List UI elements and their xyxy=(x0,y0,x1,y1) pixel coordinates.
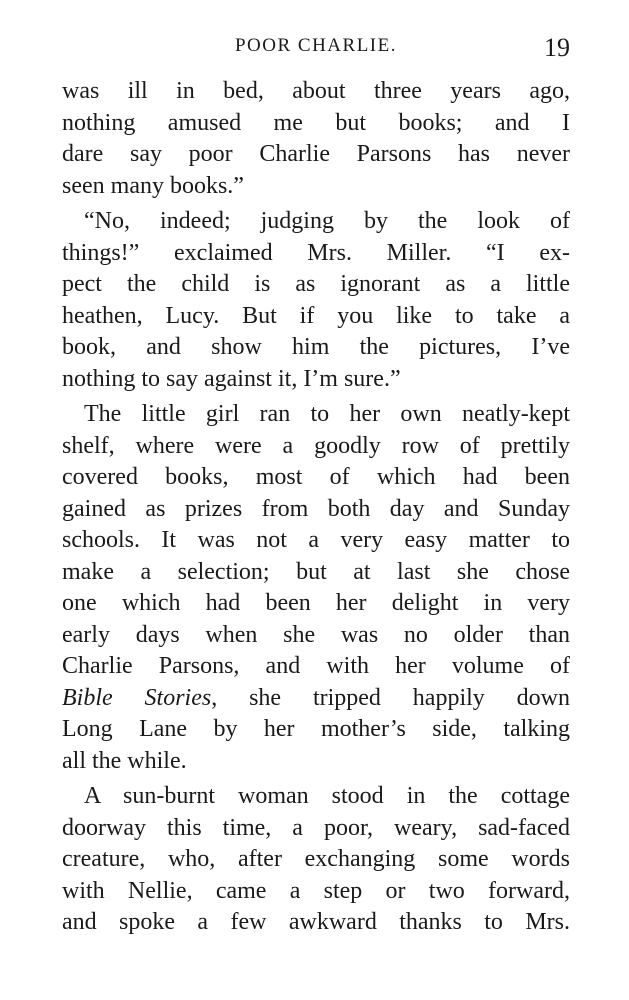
text-line: with Nellie, came a step or two forward, xyxy=(62,877,570,904)
text-line: covered books, most of which had been xyxy=(62,464,570,490)
paragraph-start-line: A sun-burnt woman stood in the cottage xyxy=(84,783,570,809)
text-line: all the while. xyxy=(62,747,187,774)
running-title: POOR CHARLIE. xyxy=(234,35,397,56)
text-line: creature, who, after exchanging some words xyxy=(62,846,570,872)
text-line: was ill in bed, about three years ago, xyxy=(62,78,570,104)
text-line: dare say poor Charlie Parsons has never xyxy=(62,141,570,167)
text-line: shelf, where were a goodly row of prettily xyxy=(62,432,570,459)
text-line: Long Lane by her mother’s side, talking xyxy=(62,716,570,742)
text-line: heathen, Lucy. But if you like to take a xyxy=(62,302,570,329)
text-line: doorway this time, a poor, weary, sad-faced xyxy=(62,814,570,841)
body-text xyxy=(62,76,570,939)
running-head xyxy=(62,33,570,62)
page-number: 19 xyxy=(544,33,570,62)
text-line: pect the child is as ignorant as a little xyxy=(62,271,570,297)
text-line: and spoke a few awkward thanks to Mrs. xyxy=(62,909,570,935)
text-line: Charlie Parsons, and with her volume of xyxy=(62,653,570,679)
text-line: gained as prizes from both day and Sunday xyxy=(62,495,570,522)
text-line: schools. It was not a very easy matter to xyxy=(62,527,570,553)
text-line xyxy=(62,683,570,715)
text-line: nothing to say against it, I’m sure.” xyxy=(62,365,401,392)
text-line: early days when she was no older than xyxy=(62,621,570,648)
text-line: seen many books.” xyxy=(62,172,244,199)
paragraph-start-line: “No, indeed; judging by the look of xyxy=(84,208,570,234)
text-line: things!” exclaimed Mrs. Miller. “I ex- xyxy=(62,239,570,266)
text-line: make a selection; but at last she chose xyxy=(62,558,570,585)
text-fragment: , she tripped happily down xyxy=(211,684,570,711)
book-title-italic: Bible Stories xyxy=(62,684,212,711)
text-line: book, and show him the pictures, I’ve xyxy=(62,334,570,360)
text-line: one which had been her delight in very xyxy=(62,590,570,616)
text-line: nothing amused me but books; and I xyxy=(62,109,570,136)
paragraph-start-line: The little girl ran to her own neatly-kept xyxy=(84,401,570,427)
